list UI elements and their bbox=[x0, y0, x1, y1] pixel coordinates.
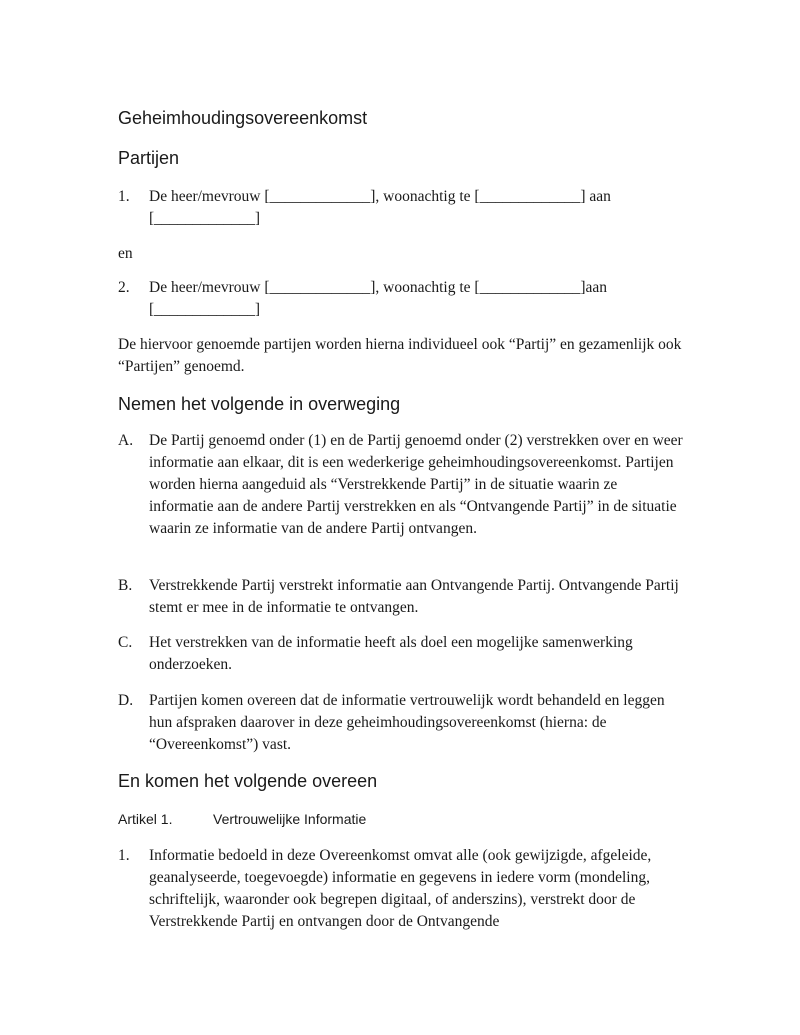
consideration-c bbox=[118, 632, 683, 676]
consideration-c-letter: C. bbox=[118, 634, 133, 651]
considerations-heading: Nemen het volgende in overweging bbox=[118, 394, 401, 414]
article-1-clause-1-text: Informatie bedoeld in deze Overeenkomst omvat alle (ook gewijzigde, afgeleide, geanalyseerde, toegevoegde) informatie en gegevens in iedere vorm (mondeling, schriftelijk, waaronder ook begrepen digitaal, of anderszins), verstrekt door de Verstrekkende Partij en ontvangen door de Ontvangende bbox=[149, 847, 652, 930]
party-2-line-1: De heer/mevrouw [_____________], woonachtig te [_____________]aan bbox=[149, 279, 607, 296]
article-1-number: Artikel 1. bbox=[118, 811, 173, 827]
document-title: Geheimhoudingsovereenkomst bbox=[118, 108, 368, 128]
party-2-line-2: [_____________] bbox=[149, 301, 261, 318]
article-1-heading bbox=[118, 811, 518, 827]
connector-en: en bbox=[118, 245, 133, 262]
consideration-d-letter: D. bbox=[118, 692, 134, 709]
parties-definition: De hiervoor genoemde partijen worden hierna individueel ook “Partij” en gezamenlijk ook “Partijen” genoemd. bbox=[118, 336, 682, 375]
agreement-heading: En komen het volgende overeen bbox=[118, 771, 378, 791]
consideration-d bbox=[118, 690, 683, 756]
party-1-line-2: [_____________] bbox=[149, 210, 261, 227]
consideration-b bbox=[118, 575, 683, 619]
parties-heading: Partijen bbox=[118, 148, 180, 168]
party-2 bbox=[118, 277, 683, 321]
consideration-d-text: Partijen komen overeen dat de informatie vertrouwelijk wordt behandeld en leggen hun afspraken daarover in deze geheimhoudingsovereenkomst (hierna: de “Overeenkomst”) vast. bbox=[149, 692, 665, 753]
consideration-a-text: De Partij genoemd onder (1) en de Partij genoemd onder (2) verstrekken over en weer informatie aan elkaar, dit is een wederkerige geheimhoudingsovereenkomst. Partijen worden hierna aangeduid als “Verstrekkende Partij” in de situatie waarin ze informatie aan de andere Partij verstrekken en als “Ontvangende Partij” in de situatie waarin ze informatie van de andere Partij ontvangen. bbox=[149, 432, 683, 537]
party-1-text bbox=[149, 186, 683, 230]
article-1-clause-1-number: 1. bbox=[118, 847, 130, 864]
consideration-c-text: Het verstrekken van de informatie heeft als doel een mogelijke samenwerking onderzoeken. bbox=[149, 634, 633, 673]
party-2-number: 2. bbox=[118, 279, 130, 296]
party-1 bbox=[118, 186, 683, 230]
consideration-b-text: Verstrekkende Partij verstrekt informatie aan Ontvangende Partij. Ontvangende Partij stemt er mee in de informatie te ontvangen. bbox=[149, 577, 679, 616]
article-1-clause-1 bbox=[118, 845, 683, 933]
consideration-a bbox=[118, 430, 683, 540]
party-2-text bbox=[149, 277, 683, 321]
party-1-line-1: De heer/mevrouw [_____________], woonachtig te [_____________] aan bbox=[149, 188, 611, 205]
article-1-title: Vertrouwelijke Informatie bbox=[213, 811, 367, 827]
consideration-b-letter: B. bbox=[118, 577, 133, 594]
consideration-a-letter: A. bbox=[118, 432, 134, 449]
party-1-number: 1. bbox=[118, 188, 130, 205]
